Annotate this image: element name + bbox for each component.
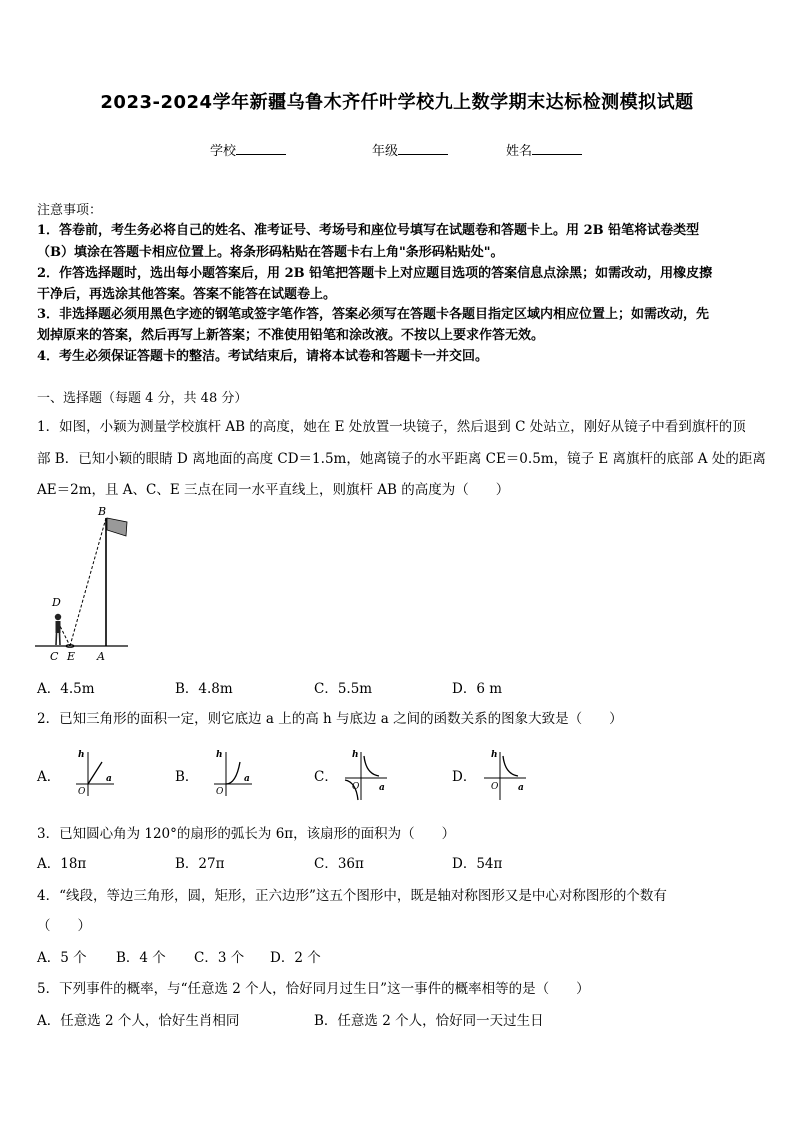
q5-option-b[interactable]: B．任意选 2 个人，恰好同一天过生日 xyxy=(314,1013,544,1029)
q2-option-a[interactable]: A． xyxy=(37,769,61,785)
q2-option-b[interactable]: B． xyxy=(175,769,199,785)
q3-option-b[interactable]: B．27π xyxy=(175,856,225,872)
q5-option-a[interactable]: A．任意选 2 个人，恰好生肖相同 xyxy=(37,1013,240,1029)
axis-h-label: h xyxy=(78,750,85,760)
label-E: E xyxy=(67,650,76,663)
grade-label: 年级 xyxy=(372,144,399,159)
q4-option-c[interactable]: C．3 个 xyxy=(194,950,245,966)
school-field[interactable] xyxy=(210,140,286,159)
note-line: 3．非选择题必须用黑色字迹的钢笔或签字笔作答，答案必须写在答题卡各题目指定区域内相应位置上；如需改动，先 xyxy=(37,307,710,322)
q3-text: 3．已知圆心角为 120°的扇形的弧长为 6π，该扇形的面积为（ ） xyxy=(37,826,456,842)
label-B: B xyxy=(98,505,107,518)
note-line: （B）填涂在答题卡相应位置上。将条形码粘贴在答题卡右上角"条形码粘贴处"。 xyxy=(37,245,504,260)
q1-option-a[interactable]: A．4.5m xyxy=(37,681,95,697)
q2-graph-d[interactable] xyxy=(482,748,530,802)
page-title: 2023-2024学年新疆乌鲁木齐仟叶学校九上数学期末达标检测模拟试题 xyxy=(100,92,694,113)
origin-label: O xyxy=(78,787,86,797)
axis-h-label: h xyxy=(491,750,498,760)
note-line: 干净后，再选涂其他答案。答案不能答在试题卷上。 xyxy=(37,287,337,302)
origin-label: O xyxy=(216,787,224,797)
note-line: 1．答卷前，考生务必将自己的姓名、准考证号、考场号和座位号填写在试题卷和答题卡上。用 2B 铅笔将试卷类型 xyxy=(37,223,700,238)
q1-option-d[interactable]: D．6 m xyxy=(452,681,503,697)
section-heading: 一、选择题（每题 4 分，共 48 分） xyxy=(37,391,248,406)
axis-a-label: a xyxy=(518,783,524,793)
label-A: A xyxy=(97,650,105,663)
q2-option-c[interactable]: C． xyxy=(314,769,338,785)
q2-text: 2．已知三角形的面积一定，则它底边 a 上的高 h 与底边 a 之间的函数关系的图象大致是（ ） xyxy=(37,711,623,727)
note-line: 2．作答选择题时，选出每小题答案后，用 2B 铅笔把答题卡上对应题目选项的答案信息点涂黑；如需改动，用橡皮擦 xyxy=(37,266,713,281)
origin-label: O xyxy=(352,782,360,792)
q2-graph-a[interactable] xyxy=(72,748,117,798)
q4-line: 4．“线段，等边三角形，圆，矩形，正六边形”这五个图形中，既是轴对称图形又是中心对称图形的个数有 xyxy=(37,888,667,904)
axis-h-label: h xyxy=(216,750,223,760)
q1-line: 1．如图，小颖为测量学校旗杆 AB 的高度，她在 E 处放置一块镜子，然后退到 C 处站立，刚好从镜子中看到旗杆的顶 xyxy=(37,419,746,435)
name-label: 姓名 xyxy=(506,144,533,159)
q4-option-d[interactable]: D．2 个 xyxy=(270,950,321,966)
axis-h-label: h xyxy=(352,750,359,760)
label-C: C xyxy=(50,650,59,663)
flagpole-mirror-figure xyxy=(30,500,140,665)
note-line: 划掉原来的答案，然后再写上新答案；不准使用铅笔和涂改液。不按以上要求作答无效。 xyxy=(37,328,545,343)
q2-graph-b[interactable] xyxy=(210,748,255,798)
name-field[interactable] xyxy=(506,140,582,159)
q2-graph-c[interactable] xyxy=(343,748,391,802)
q4-option-a[interactable]: A．5 个 xyxy=(37,950,87,966)
notes-heading: 注意事项： xyxy=(37,203,103,218)
axis-a-label: a xyxy=(106,774,112,784)
q3-option-a[interactable]: A．18π xyxy=(37,856,87,872)
q4-line: （ ） xyxy=(37,918,91,934)
q1-line: 部 B．已知小颖的眼睛 D 离地面的高度 CD＝1.5m，她离镜子的水平距离 CE＝0.5m，镜子 E 离旗杆的底部 A 处的距离 xyxy=(37,451,766,467)
q3-option-d[interactable]: D．54π xyxy=(452,856,503,872)
note-line: 4．考生必须保证答题卡的整洁。考试结束后，请将本试卷和答题卡一并交回。 xyxy=(37,349,489,364)
q3-option-c[interactable]: C．36π xyxy=(314,856,364,872)
axis-a-label: a xyxy=(244,774,250,784)
label-D: D xyxy=(52,596,61,609)
q4-option-b[interactable]: B．4 个 xyxy=(116,950,166,966)
q5-text: 5．下列事件的概率，与“任意选 2 个人，恰好同月过生日”这一事件的概率相等的是（ ） xyxy=(37,981,590,997)
q1-line: AE＝2m，且 A、C、E 三点在同一水平直线上，则旗杆 AB 的高度为（ ） xyxy=(37,482,510,498)
q1-option-b[interactable]: B．4.8m xyxy=(175,681,233,697)
school-label: 学校 xyxy=(210,144,237,159)
q2-option-d[interactable]: D． xyxy=(452,769,477,785)
grade-field[interactable] xyxy=(372,140,448,159)
q1-option-c[interactable]: C．5.5m xyxy=(314,681,373,697)
origin-label: O xyxy=(491,782,499,792)
axis-a-label: a xyxy=(379,783,385,793)
